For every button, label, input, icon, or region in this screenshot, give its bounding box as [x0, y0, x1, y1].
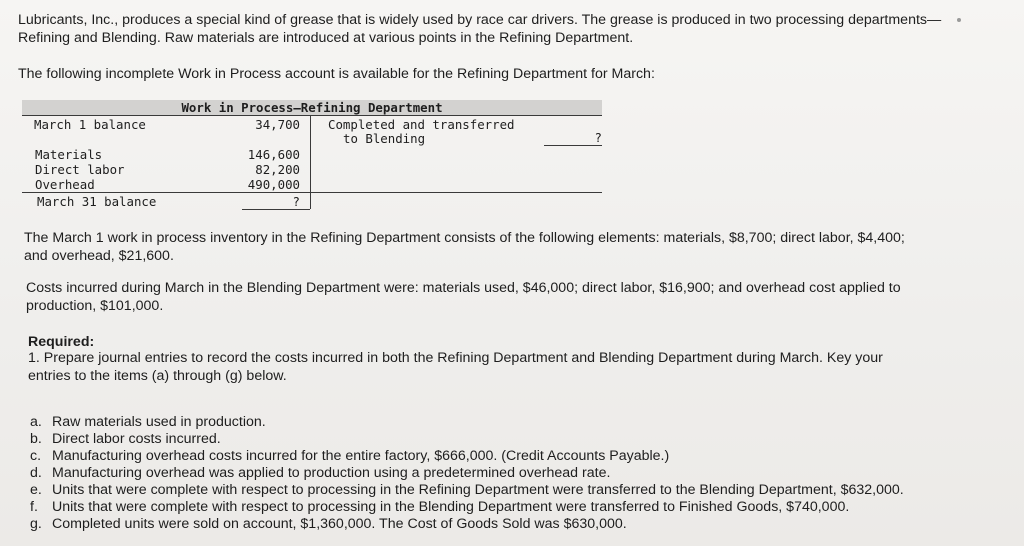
entries-list [30, 414, 930, 533]
debit-label-materials: Materials [35, 147, 103, 162]
debit-value-materials: 146,600 [247, 147, 300, 162]
required-instruction: 1. Prepare journal entries to record the costs incurred in both the Refining Department and Blending Department during March. Key your entries to the items (a) through (g) below. [28, 350, 883, 384]
item-key: b. [30, 431, 42, 447]
debit-label-march31: March 31 balance [37, 194, 157, 209]
list-item [30, 448, 930, 465]
credit-underline [544, 145, 602, 146]
blending-paragraph: Costs incurred during March in the Blending Department were: materials used, $46,000; direct labor, $16,900; and overhead cost applied to production, $101,000. [26, 280, 901, 314]
debit-value-march31: ? [292, 194, 300, 209]
item-text: Raw materials used in production. [52, 414, 266, 430]
item-text: Units that were complete with respect to processing in the Blending Department were transferred to Finished Goods, $740,000. [52, 499, 850, 515]
decorative-dot [957, 18, 961, 22]
item-key: g. [30, 516, 42, 532]
t-account-top-rule [22, 115, 602, 116]
debit-label-direct-labor: Direct labor [35, 162, 125, 177]
credit-value: ? [594, 130, 602, 145]
item-text: Manufacturing overhead was applied to production using a predetermined overhead rate. [52, 465, 611, 481]
credit-label-line1: Completed and transferred [328, 117, 515, 132]
list-item [30, 482, 930, 499]
item-text: Manufacturing overhead costs incurred for the entire factory, $666,000. (Credit Accounts Payable.) [52, 448, 670, 464]
debit-label-overhead: Overhead [35, 177, 95, 192]
t-account [22, 100, 602, 212]
balance-underline [242, 209, 310, 210]
t-account-title: Work in Process—Refining Department [22, 100, 602, 115]
credit-label-line2: to Blending [343, 131, 426, 146]
debit-label-march1: March 1 balance [34, 117, 146, 132]
intro-paragraph: Lubricants, Inc., produces a special kind of grease that is widely used by race car drivers. The grease is produced in two processing departments—Refining and Blending. Raw materials are introduced at various points in the Refining Department. [18, 12, 942, 46]
debit-value-overhead: 490,000 [247, 177, 300, 192]
lead-paragraph: The following incomplete Work in Process account is available for the Refining Department for March: [18, 66, 655, 82]
total-rule [22, 192, 602, 193]
debit-value-direct-labor: 82,200 [255, 162, 300, 177]
item-key: f. [30, 499, 38, 515]
item-key: c. [30, 448, 42, 464]
wip-paragraph: The March 1 work in process inventory in the Refining Department consists of the following elements: materials, $8,700; direct labor, $4,400; and overhead, $21,600. [24, 230, 905, 264]
item-key: a. [30, 414, 42, 430]
list-item [30, 499, 930, 516]
t-account-divider [310, 115, 311, 209]
item-key: d. [30, 465, 42, 481]
item-key: e. [30, 482, 42, 498]
item-text: Units that were complete with respect to processing in the Refining Department were transferred to the Blending Department, $632,000. [52, 482, 904, 498]
list-item [30, 414, 930, 431]
debit-value-march1: 34,700 [255, 117, 300, 132]
list-item [30, 465, 930, 482]
item-text: Completed units were sold on account, $1,360,000. The Cost of Goods Sold was $630,000. [52, 516, 627, 532]
item-text: Direct labor costs incurred. [52, 431, 221, 447]
required-heading: Required: [28, 334, 95, 350]
list-item [30, 431, 930, 448]
list-item [30, 516, 930, 533]
